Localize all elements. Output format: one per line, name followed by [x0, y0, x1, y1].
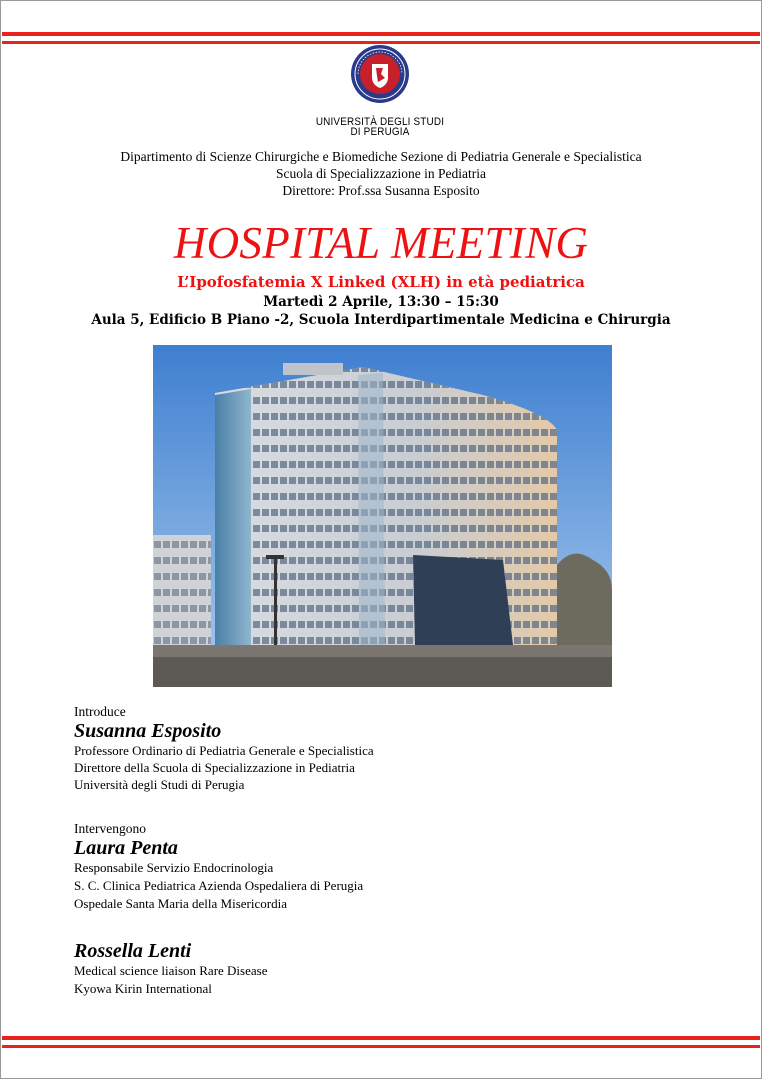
introduce-label: Introduce — [74, 704, 126, 719]
event-location: Aula 5, Edificio B Piano -2, Scuola Interdipartimentale Medicina e Chirurgia — [91, 312, 671, 328]
university-name — [308, 117, 452, 137]
bottom-rule-thick — [2, 1036, 760, 1040]
speaker-name-lenti: Rossella Lenti — [74, 940, 192, 962]
director-line: Direttore: Prof.ssa Susanna Esposito — [282, 183, 480, 198]
speaker-lenti — [74, 940, 267, 997]
speaker-affiliation: Responsabile Servizio Endocrinologia — [74, 860, 274, 875]
intervengono-label: Intervengono — [74, 821, 146, 836]
event-subtitle: L’Ipofosfatemia X Linked (XLH) in età pediatrica — [177, 273, 585, 291]
speaker-affiliation: Università degli Studi di Perugia — [74, 777, 245, 792]
university-name-line-2: DI PERUGIA — [350, 126, 410, 138]
intervengono-section — [74, 820, 363, 912]
speaker-name-esposito: Susanna Esposito — [74, 720, 222, 742]
department-line: Dipartimento di Scienze Chirurgiche e Biomediche Sezione di Pediatria Generale e Specialistica — [120, 149, 642, 164]
speaker-affiliation: Professore Ordinario di Pediatria Generale e Specialistica — [74, 743, 374, 758]
introduce-section — [74, 703, 374, 793]
university-seal-logo — [350, 44, 410, 104]
speaker-affiliation: Direttore della Scuola di Specializzazione in Pediatria — [74, 760, 355, 775]
top-rule-thick — [2, 32, 760, 36]
event-title: HOSPITAL MEETING — [173, 218, 589, 268]
bottom-rule-thin — [2, 1045, 760, 1048]
speaker-affiliation: Medical science liaison Rare Disease — [74, 963, 268, 978]
speaker-affiliation: S. C. Clinica Pediatrica Azienda Ospedaliera di Perugia — [74, 878, 364, 893]
event-datetime: Martedì 2 Aprile, 13:30 – 15:30 — [263, 294, 499, 310]
building-photo — [153, 345, 612, 687]
university-name-line-1: UNIVERSITÀ DEGLI STUDI — [315, 116, 445, 128]
school-line: Scuola di Specializzazione in Pediatria — [276, 166, 486, 181]
speaker-name-penta: Laura Penta — [74, 837, 178, 859]
speaker-affiliation: Kyowa Kirin International — [74, 981, 212, 996]
speaker-affiliation: Ospedale Santa Maria della Misericordia — [74, 896, 287, 911]
